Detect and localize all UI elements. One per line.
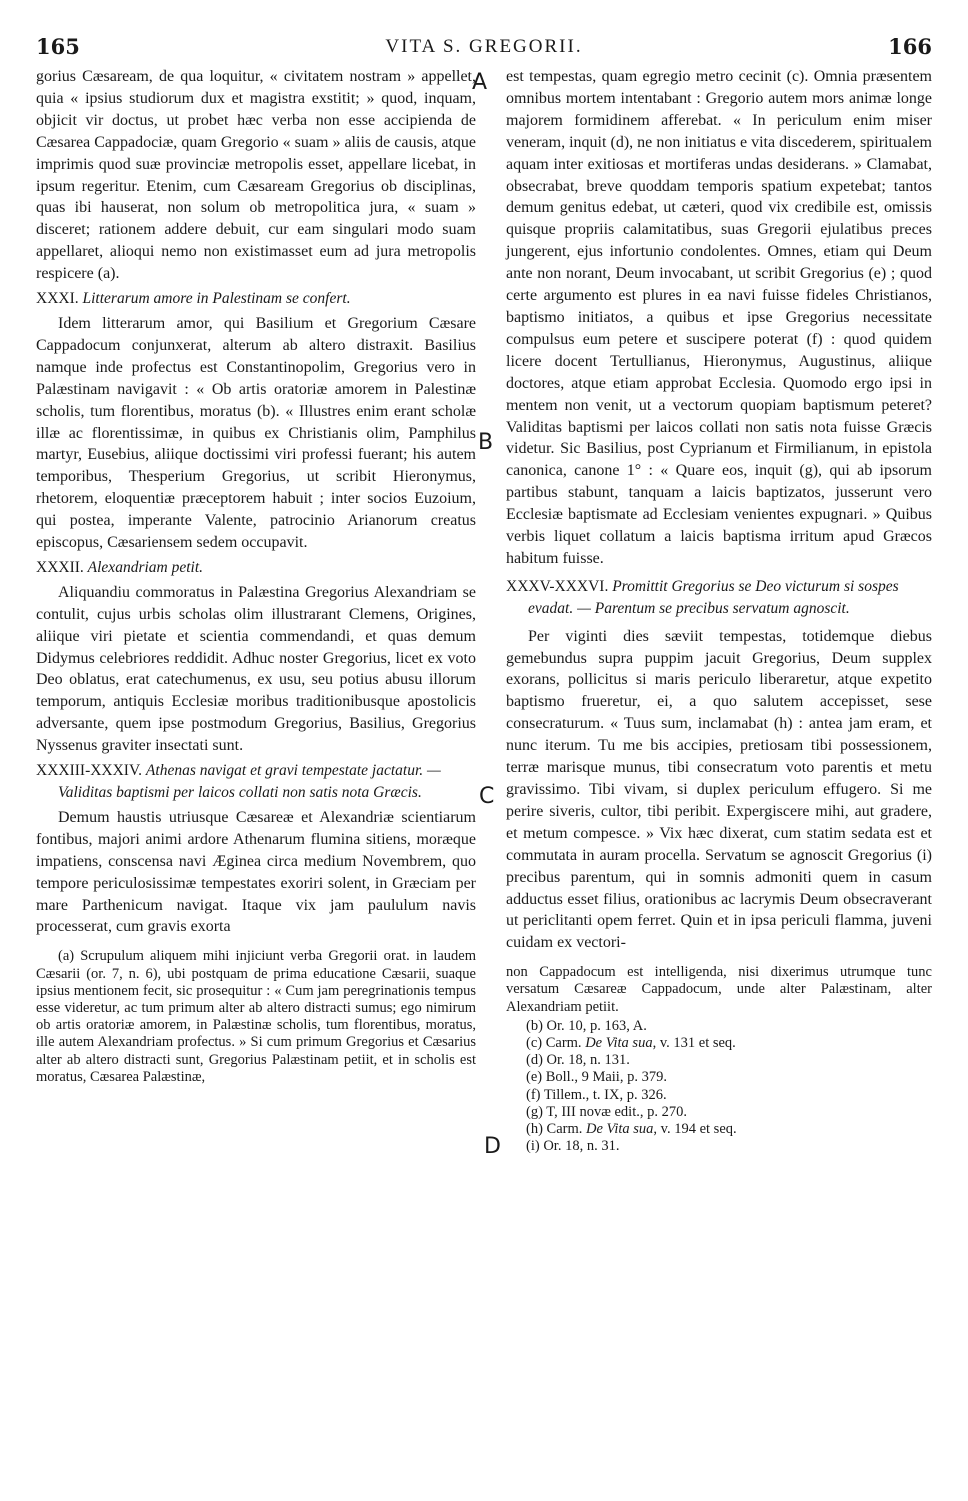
footnote-ref: (d) Or. 18, n. 131.	[526, 1052, 630, 1069]
footnotes	[506, 964, 932, 1016]
section-title: Promittit Gregorius se Deo victurum si sospes evadat. — Parentum se precibus servatum agnoscit.	[528, 577, 899, 617]
margin-marker-c: C	[479, 784, 495, 809]
paragraph: Idem litterarum amor, qui Basilium et Gregorium Cæsare Cappadocum conjunxerat, alterum ab altero distraxit. Basilius namque inde profectus est Constantinopolim, Gregorius vero in Palæstinam navigavit : « Ob artis oratoriæ amorem in Palestinæ scholis, tum florentibus, moratus (b). « Illustres enim erant scholæ illæ ac florentissimæ, in quibus ex Christianis olim, Pamphilus martyr, Eusebius, aliique doctissimi viri professi fuerant; his autem temporibus, Thesperium Gregorius, ut scribit Hieronymus, rhetorem, eloquentiæ præceptorem habuit ; inter socios Euzoium, qui postea, imperante Valente, patrocinio Arianorum creatus episcopus, Cæsariensem sedem occupavit.	[36, 314, 476, 552]
paragraph: Per viginti dies sæviit tempestas, totidemque diebus gemebundus supra puppim jacuit Gregorius, Deum supplex exorans, pollicitus si maris periculo liberaretur, atque expetito baptismo frueretur, ei, a quo salutem accepisset, sese consecraturum. « Tuus sum, inclamabat (h) : antea jam eram, et nunc iterum. Tu me bis accipies, pretiosam tibi possessionem, terræ marisque munus, tibi consecratum voto parentis et metu gravissimo. Tibi vivam, si duplex periculum effugero. Si me perire siveris, cultor, tibi peribit. Expergiscere mihi, aut gradere, et metum compesce. » Vix hæc dixerat, cum statim sedata est et commutata in auram procella. Servatum se agnoscit Gregorius (i) precibus parentum, qui in somnis admoniti quem in casum adductus esset filius, orationibus ac lacrymis Deum obsecraverant ut periclitanti opem ferret. Quin et in ipsa periculi flamma, juveni cuidam ex vectori-	[506, 627, 932, 952]
section-number: XXXIII-XXXIV.	[36, 762, 143, 780]
footnote-ref: (g) T, III novæ edit., p. 270.	[526, 1103, 687, 1120]
page-number-right: 166	[888, 34, 932, 59]
right-column	[506, 66, 932, 1155]
section-number: XXXI.	[36, 290, 79, 308]
paragraph: est tempestas, quam egregio metro cecinit (c). Omnia præsentem omnibus mortem intentabant : Gregorio autem mors animæ longe majorem formidinem afferebat. « In periculum enim miser veneram, inquit (d), ne non initiatus e vita discederem, spiritualem aquam inter exitiosas et mortiferas undas desiderans. » Clamabat, obsecrabat, breve quoddam temporis spatium expetebat; tantos demum genitus edebat, ut cæteri, quod vix credibile est, omissis quisque propriis calamitatibus, suas Gregorii ejulatibus preces jungerent, ejus infortunio condolentes. Omnes, etiam qui Deum ante non norant, Deum invocabant, ut scribit Gregorius (e) ; quod certe argumento est plures in ea navi fuisse fideles Christianos, baptismo initiatos, a quibus et ipse Gregorius necessitate compulsus eum petere et suscipere poterat (f) : quod quidem licere docent Tertullianus, Hieronymus, Augustinus, aliique doctores, atque etiam approbat Ecclesia. Quomodo ergo ipsi in mentem non venit, ut a vectorum quopiam baptismum peteret? Validitas baptismi per laicos collati non satis nota fuisse Græcis videtur. Sic Basilius, post Cyprianum et Firmilianum, in epistola canonica, canone 1° : « Quare eos, inquit (g), qui ab ipsorum partibus stabunt, tanquam a laicis baptizatos, jusserunt vero Ecclesiæ baptismate ad Ecclesiam venientes expugnari. » Quibus verbis liquet collatum a laicis baptisma irritum apud Græcos habitum fuisse.	[506, 68, 932, 567]
margin-marker-b: B	[478, 430, 494, 455]
footnote-ref: (h) Carm. De Vita sua, v. 194 et seq.	[526, 1121, 737, 1138]
paragraph: Aliquandiu commoratus in Palæstina Gregorius Alexandriam se contulit, cujus urbis scholas olim illustrarant Clemens, Origines, aliique viri pietate et scientia commendandi, et quas demum Didymus celebriores reddidit. Adhuc noster Gregorius, licet ex voto Deo oblatus, erat catechumenus, ex usu, seu potius abusu illorum temporum, antiquis Ecclesiæ moribus traditionibusque apostolicis adversante, quem ipse postmodum Gregorius, Basilius, Gregorius Nyssenus graviter insectati sunt.	[36, 583, 476, 755]
left-column	[36, 66, 476, 1086]
footnotes	[36, 948, 476, 1086]
running-title: VITA S. GREGORII.	[385, 36, 583, 57]
section-title: Alexandriam petit.	[87, 558, 204, 576]
footnote-ref: (e) Boll., 9 Maii, p. 379.	[526, 1069, 667, 1086]
margin-marker-a: A	[472, 70, 488, 95]
footnote-ref: (b) Or. 10, p. 163, A.	[526, 1017, 647, 1034]
section-heading	[36, 760, 476, 804]
section-number: XXXII.	[36, 558, 84, 576]
section-heading	[36, 288, 476, 310]
section-number: XXXV-XXXVI.	[506, 577, 609, 595]
section-heading	[36, 557, 476, 579]
footnote-ref: (i) Or. 18, n. 31.	[526, 1138, 620, 1155]
footnote: (a) Scrupulum aliquem mihi injiciunt verba Gregorii orat. in laudem Cæsarii (or. 7, n. 6), ubi postquam de prima educatione Cæsarii, suaque ipsius mentionem fecit, sic prosequitur : « Cum jam peregrinationis tempus esse videretur, ac tum primum alter ab altero distracti sumus; ego nimirum ob artis oratoriæ amorem, in Palæstinæ scholis, tum florentibus, moratus, ille autem Alexandriam profectus. » Si cum primum Gregorius et Cæsarius alter ab altero distracti sunt, Gregorius Palæstinam petiit, et in scholis est moratus, Cæsarea Palæstinæ,	[36, 948, 476, 1085]
footnote-ref: (f) Tillem., t. IX, p. 326.	[526, 1086, 667, 1103]
page-header	[36, 34, 932, 64]
section-title: Litterarum amore in Palestinam se confert.	[82, 290, 351, 308]
footnote-references	[506, 1018, 932, 1156]
footnote-ref: (c) Carm. De Vita sua, v. 131 et seq.	[526, 1035, 736, 1052]
paragraph: gorius Cæsaream, de qua loquitur, « civitatem nostram » appellet, quia « ipsius studiorum dux et magistra exstitit; » quod, inquam, objicit vir doctus, ut probet hæc verba non esse accipienda de Cæsarea Cappadociæ, quam Gregorio « suam » aliis de causis, atque imprimis quod suæ provinciæ metropolis esset, appellare licebat, in ipsum regeritur. Etenim, cum Cæsaream Gregorius ob disciplinas, quas ibi hauserat, non solum ob metropolitica jura, « suam » disceret; rationem addere debuit, cur eam singulari modo suam appellaret, alioqui nemo non existimasset eum ad jura metropolis respicere (a).	[36, 68, 476, 283]
section-heading	[506, 576, 932, 620]
paragraph: Demum haustis utriusque Cæsareæ et Alexandriæ scientiarum fontibus, majori animi ardore Athenarum flumina sitiens, moræque impatiens, conscensa navi Æginea circa medium Novembrem, quo tempore periculosissimæ tempestates exoriri solent, in Græciam per mare Parthenicum navigat. Itaque vix jam paululum navis processerat, cum gravis exorta	[36, 808, 476, 936]
footnote-continued: non Cappadocum est intelligenda, nisi dixerimus utrumque tunc versatum Cæsareæ Cappadocum, unde alter Palæstinam, alter Alexandriam petiit.	[506, 964, 932, 1015]
section-title: Athenas navigat et gravi tempestate jactatur. — Validitas baptismi per laicos collati non satis nota Græcis.	[58, 762, 441, 801]
margin-marker-d: D	[484, 1134, 501, 1159]
page-number-left: 165	[36, 34, 80, 59]
